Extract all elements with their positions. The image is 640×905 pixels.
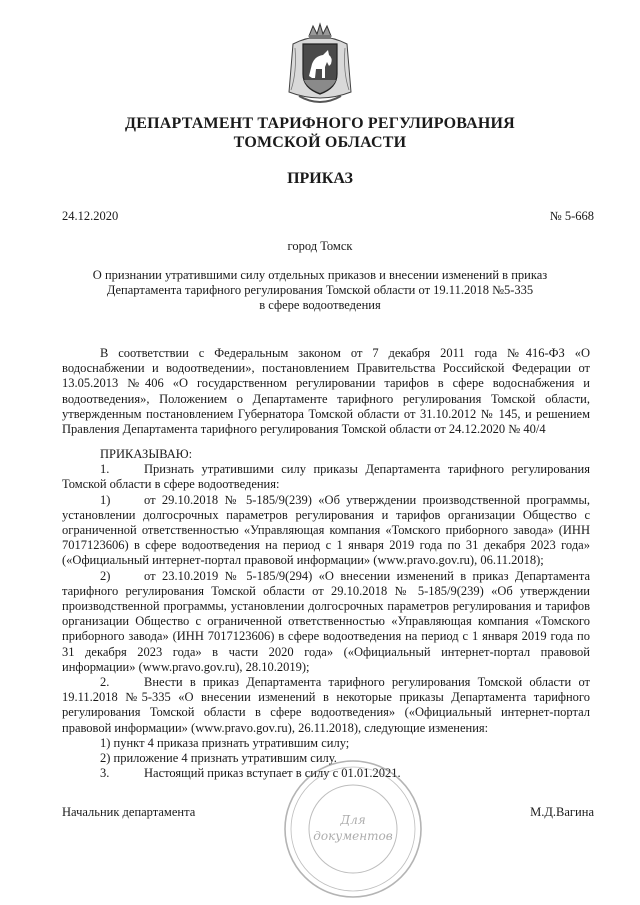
item-number: 2.: [100, 675, 110, 690]
coat-of-arms-icon: [285, 22, 355, 108]
item-text: Настоящий приказ вступает в силу с 01.01.2021.: [144, 766, 401, 781]
item-number: 1.: [100, 462, 110, 477]
item-number: 2): [100, 568, 111, 583]
order-date: 24.12.2020: [62, 209, 119, 223]
item-text: Признать утратившими силу приказы Департамента тарифного регулирования Томской области в сфере водоотведения:: [62, 462, 590, 492]
seal-text-line: Для: [340, 813, 366, 827]
subject-line: Департамента тарифного регулирования Томской области от 19.11.2018 №5-335: [106, 283, 534, 297]
official-seal-stamp: [282, 758, 424, 900]
order-subject: [70, 268, 570, 313]
preamble-paragraph: В соответствии с Федеральным законом от 7 декабря 2011 года №416-ФЗ «О водоснабжении и водоотведении», постановлением Правительства Российской Федерации от 13.05.2013 №406 «О государственном регулировании тарифов в сфере водоснабжения и водоотведения», Положением о Департаменте тарифного регулирования Томской области, утвержденным постановлением Губернатора Томской области от 31.10.2012 № 145, и решением Правления Департамента тарифного регулирования Томской области от 24.12.2020 № 40/4: [62, 346, 590, 437]
document-type-title: ПРИКАЗ: [287, 170, 353, 187]
decree-item-1: [62, 462, 590, 492]
decree-subitem-1-2: [62, 569, 590, 675]
city-name: город Томск: [287, 239, 353, 253]
decree-heading: ПРИКАЗЫВАЮ:: [100, 447, 193, 461]
signatory-position: Начальник департамента: [62, 805, 196, 819]
decree-item-2: [62, 675, 590, 736]
seal-text-line: документов: [313, 829, 393, 843]
decree-body: [62, 447, 590, 781]
item-number: 1): [100, 492, 111, 507]
department-name-line2: ТОМСКОЙ ОБЛАСТИ: [233, 134, 407, 151]
decree-subitem-2-2: 2) приложение 4 признать утратившим силу.: [100, 751, 337, 766]
signatory-name: М.Д.Вагина: [530, 805, 594, 819]
item-text: от 29.10.2018 № 5-185/9(239) «Об утверждении производственной программы, установлении долгосрочных параметров регулирования и тарифов организации Общество с ограниченной ответственностью «Управляющая компания «Томского приборного завода» (ИНН 7017123606) в сфере водоотведения на период с 1 января 2019 года по 31 декабря 2023 года» («Официальный интернет-портал правовой информации» (www.pravo.gov.ru), 06.11.2018);: [62, 492, 590, 568]
order-number: № 5-668: [549, 209, 594, 223]
department-name-line1: ДЕПАРТАМЕНТ ТАРИФНОГО РЕГУЛИРОВАНИЯ: [125, 115, 515, 132]
subject-line: в сфере водоотведения: [259, 298, 381, 312]
item-text: от 23.10.2019 № 5-185/9(294) «О внесении изменений в приказ Департамента тарифного регулирования Томской области от 29.10.2018 № 5-185/9(239) «Об утверждении производственной программы, установлении долгосрочных параметров регулирования и тарифов организации Общество с ограниченной ответственностью «Управляющая компания «Томского приборного завода» (ИНН 7017123606) в сфере водоотведения на период с 1 января 2019 года по 31 декабря 2023 года» в части 2020 года» («Официальный интернет-портал правовой информации» (www.pravo.gov.ru), 28.10.2019);: [62, 568, 590, 674]
decree-subitem-2-1: 1) пункт 4 приказа признать утратившим силу;: [100, 735, 350, 750]
item-text: Внести в приказ Департамента тарифного регулирования Томской области от 19.11.2018 №5-335 «О внесении изменений в некоторые приказы Департамента тарифного регулирования Томской области в сфере водоотведения» («Официальный интернет-портал правовой информации» (www.pravo.gov.ru), 26.11.2018), следующие изменения:: [62, 675, 590, 735]
item-number: 3.: [100, 766, 110, 781]
subject-line: О признании утратившими силу отдельных приказов и внесении изменений в приказ: [92, 268, 548, 282]
decree-subitem-1-1: [62, 493, 590, 569]
